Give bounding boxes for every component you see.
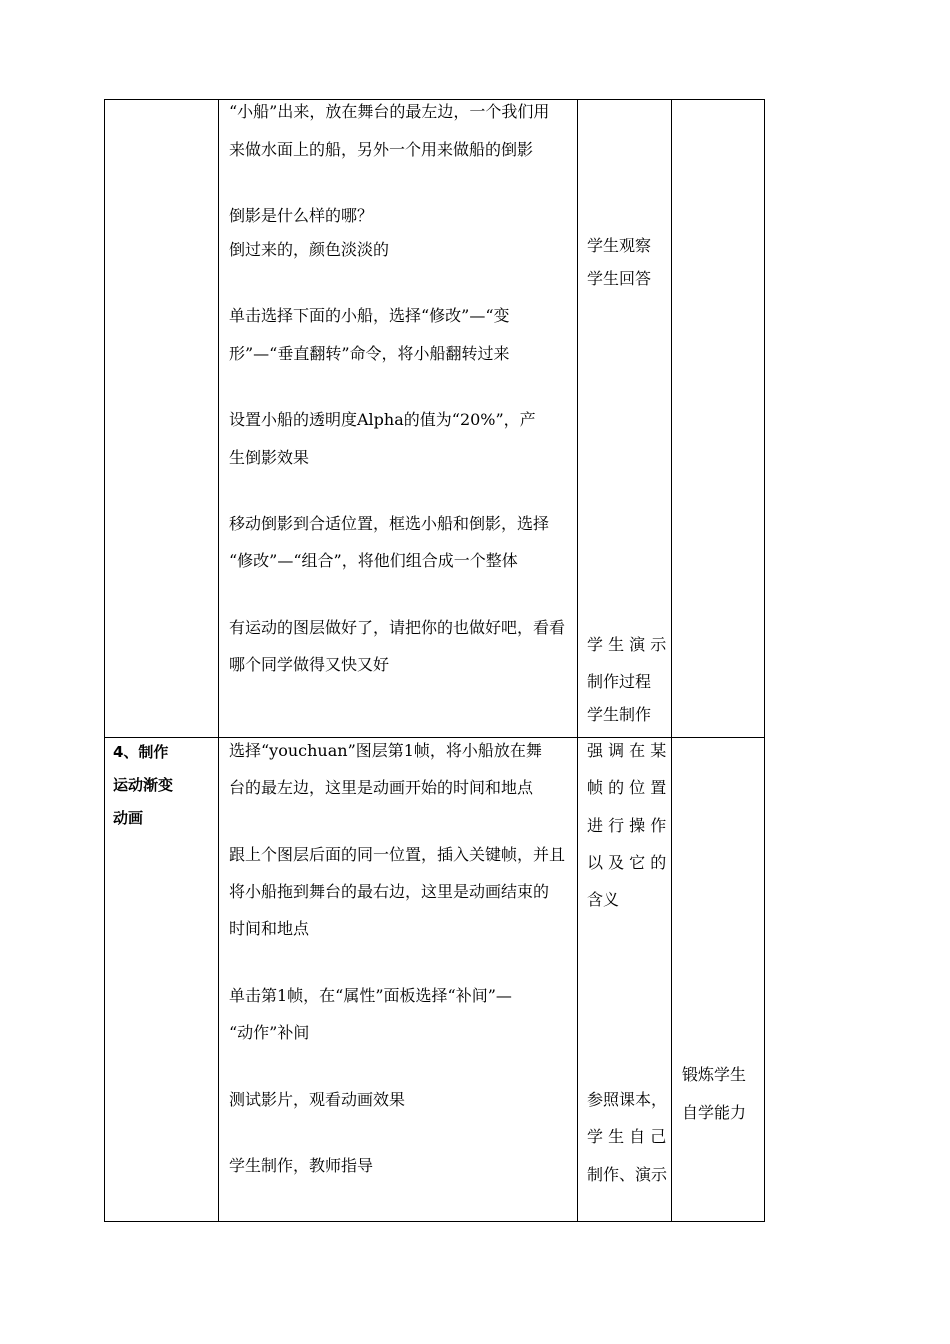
row1-student-line-1: 学生观察	[587, 236, 652, 255]
row1-process-line-7: 设置小船的透明度Alpha的值为“20%”，产	[229, 410, 536, 429]
row1-student-line-5: 学生制作	[587, 705, 652, 724]
row2-student-line-8: 制作、演示	[587, 1165, 668, 1184]
row2-heading-line-2: 运动渐变	[113, 776, 174, 794]
row1-process-line-1: “小船”出来，放在舞台的最左边，一个我们用	[229, 102, 550, 121]
row2-heading-line-1: 4、制作	[113, 743, 169, 761]
row2-intent-line-2: 自学能力	[682, 1103, 747, 1122]
row2-student-line-1: 强 调 在 某	[587, 741, 667, 760]
row2-student-line-4: 以 及 它 的	[587, 853, 667, 872]
table-left-border	[104, 99, 105, 1222]
row2-student-line-6: 参照课本，	[587, 1090, 668, 1109]
row1-process-line-12: 哪个同学做得又快又好	[229, 655, 390, 674]
row2-student-line-3: 进 行 操 作	[587, 816, 667, 835]
column-divider-1	[218, 99, 219, 1222]
row2-heading-line-3: 动画	[113, 809, 144, 827]
row2-student-line-5: 含义	[587, 890, 620, 909]
column-divider-3	[671, 99, 672, 1222]
row2-process-line-6: 单击第1帧，在“属性”面板选择“补间”—	[229, 986, 512, 1005]
row1-process-line-3: 倒影是什么样的哪？	[229, 206, 374, 225]
row2-process-line-1: 选择“youchuan”图层第1帧，将小船放在舞	[229, 741, 542, 760]
row1-process-line-8: 生倒影效果	[229, 448, 310, 467]
row1-process-line-10: “修改”—“组合”，将他们组合成一个整体	[229, 551, 518, 570]
row-divider	[104, 737, 765, 738]
row2-student-line-2: 帧 的 位 置	[587, 778, 667, 797]
row2-process-line-4: 将小船拖到舞台的最右边，这里是动画结束的	[229, 882, 550, 901]
table-right-border	[764, 99, 765, 1222]
row1-student-line-4: 制作过程	[587, 672, 652, 691]
table-bottom-border	[104, 1221, 765, 1222]
row2-process-line-9: 学生制作，教师指导	[229, 1156, 374, 1175]
column-divider-2	[577, 99, 578, 1222]
row2-process-line-2: 台的最左边，这里是动画开始的时间和地点	[229, 778, 534, 797]
row2-process-line-5: 时间和地点	[229, 919, 310, 938]
table-top-border	[104, 99, 765, 100]
row2-process-line-8: 测试影片，观看动画效果	[229, 1090, 406, 1109]
row1-process-line-2: 来做水面上的船，另外一个用来做船的倒影	[229, 140, 534, 159]
row2-student-line-7: 学 生 自 己	[587, 1127, 667, 1146]
row2-process-line-7: “动作”补间	[229, 1023, 310, 1042]
row2-process-line-3: 跟上个图层后面的同一位置，插入关键帧，并且	[229, 845, 566, 864]
row1-process-line-4: 倒过来的，颜色淡淡的	[229, 240, 390, 259]
lesson-plan-table	[104, 99, 765, 1222]
row1-process-line-6: 形”—“垂直翻转”命令，将小船翻转过来	[229, 344, 510, 363]
row1-process-line-9: 移动倒影到合适位置，框选小船和倒影，选择	[229, 514, 550, 533]
row1-process-line-5: 单击选择下面的小船，选择“修改”—“变	[229, 306, 510, 325]
row2-intent-line-1: 锻炼学生	[682, 1065, 747, 1084]
row1-student-line-2: 学生回答	[587, 269, 652, 288]
row1-student-line-3: 学 生 演 示	[587, 635, 667, 654]
row1-process-line-11: 有运动的图层做好了，请把你的也做好吧，看看	[229, 618, 566, 637]
